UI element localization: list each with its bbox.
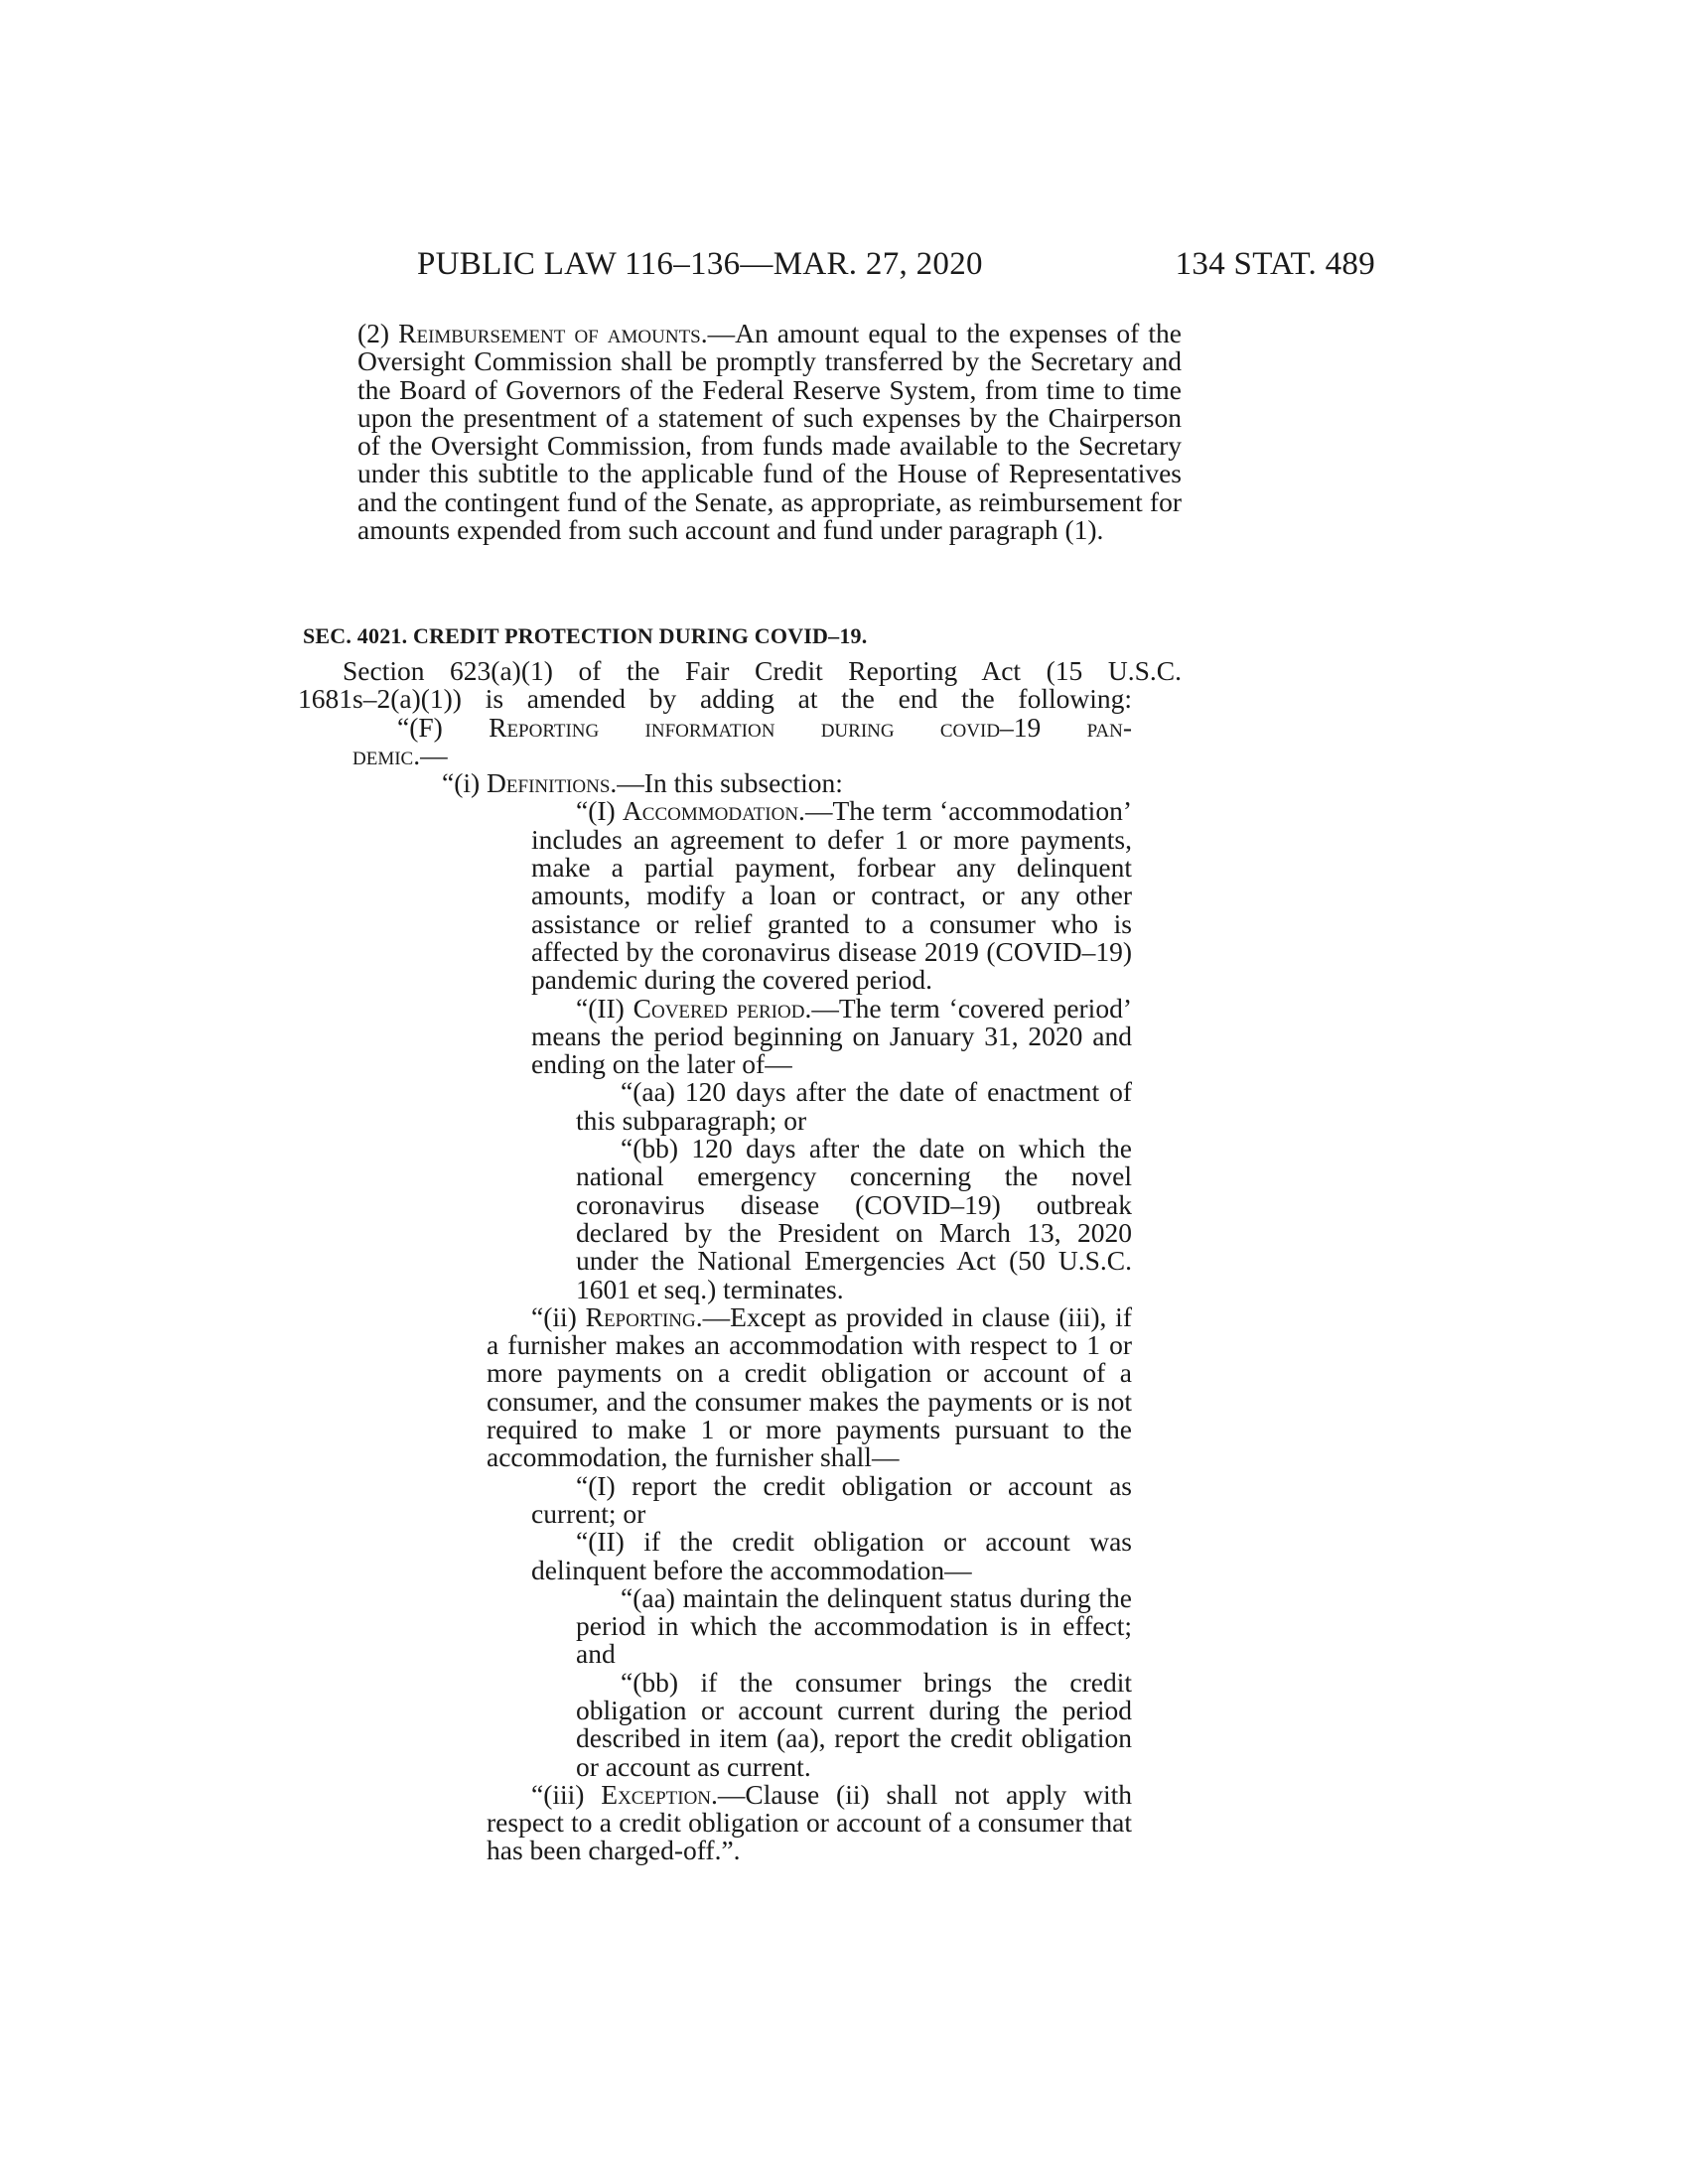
ii-subclause-II: “(II) if the credit obligation or account was delinquent before the accommodation— — [531, 1526, 1132, 1585]
F-heading-cont: demic. — [352, 739, 421, 770]
ii-subclause-I: “(I) report the credit obligation or account as current; or — [531, 1469, 1132, 1529]
iii-heading: Exception. — [601, 1778, 718, 1810]
page-header — [298, 246, 1375, 290]
i-heading: Definitions. — [487, 767, 618, 799]
clause-i-definitions — [442, 769, 1182, 797]
para-heading: Reimbursement of amounts. — [398, 318, 708, 348]
II-lead: “(II) — [576, 992, 633, 1024]
II-heading: Covered period. — [633, 992, 812, 1024]
section-heading: SEC. 4021. CREDIT PROTECTION DURING COVID–19. — [303, 623, 868, 648]
i-text: —In this subsection: — [617, 767, 843, 799]
II-text: —The term ‘covered period’ means the period beginning on January 31, 2020 and ending on the later of— — [531, 992, 1132, 1080]
ii-item-bb: “(bb) if the consumer brings the credit obligation or account current during the period described in item (aa), report the credit obligation or account as current. — [576, 1666, 1132, 1782]
header-stat-page: 134 STAT. 489 — [1175, 246, 1375, 282]
I-heading: Accommodation. — [622, 795, 805, 827]
section-intro-line2: 1681s–2(a)(1)) is amended by adding at the end the following: — [298, 683, 1132, 715]
subparagraph-F-heading-cont — [352, 739, 1182, 770]
iii-lead: “(iii) — [531, 1778, 602, 1810]
paragraph-reimbursement — [357, 320, 1182, 544]
clause-ii-reporting — [487, 1300, 1132, 1473]
ii-item-aa: “(aa) maintain the delinquent status during the period in which the accommodation is in effect; and — [576, 1581, 1132, 1670]
subclause-II-covered-period — [531, 992, 1132, 1080]
F-heading: Reporting information during covid–19 pan- — [489, 711, 1132, 743]
I-text: —The term ‘accommodation’ includes an agreement to defer 1 or more payments, make a partial payment, forbear any delinquent amounts, modify a loan or contract, or any other assistance or relief granted to a consumer who is affected by the coronavirus disease 2019 (COVID–19) pandemic during the covered period. — [531, 795, 1132, 996]
item-aa-enactment: “(aa) 120 days after the date of enactment of this subparagraph; or — [576, 1076, 1132, 1136]
F-lead: “(F) — [397, 711, 490, 743]
ii-lead: “(ii) — [531, 1300, 586, 1332]
clause-iii-exception — [487, 1778, 1132, 1866]
section-body — [298, 657, 1182, 1865]
ii-text: —Except as provided in clause (iii), if a furnisher makes an accommodation with respect to 1 or more payments on a credit obligation or account of a consumer, and the consumer makes the payments or is not required to make 1 or more payments pursuant to the accommodation, the furnisher shall— — [487, 1300, 1132, 1473]
para-text: An amount equal to the expenses of the Oversight Commission shall be promptly transferred by the Secretary and the Board of Governors of the Federal Reserve System, from time to time upon the presentment of a statement of such expenses by the Chairperson of the Oversight Commission, from funds made available to the Secretary under this subtitle to the applicable fund of the House of Representatives and the contingent fund of the Senate, as appropriate, as reimbursement for amounts expended from such account and fund under paragraph (1). — [357, 318, 1182, 546]
para-number: (2) — [357, 318, 399, 348]
F-dash: — — [420, 739, 448, 770]
subparagraph-F-heading — [397, 711, 1132, 743]
ii-heading: Reporting. — [585, 1300, 703, 1332]
section-intro-line1: Section 623(a)(1) of the Fair Credit Reporting Act (15 U.S.C. — [343, 655, 1182, 686]
I-lead: “(I) — [576, 795, 623, 827]
iii-text: —Clause (ii) shall not apply with respect to a credit obligation or account of a consumer that has been charged-off.”. — [487, 1778, 1132, 1866]
header-title: PUBLIC LAW 116–136—MAR. 27, 2020 — [417, 246, 983, 282]
i-lead: “(i) — [442, 767, 488, 799]
subclause-I-accommodation — [531, 797, 1132, 994]
para-dash: — — [707, 318, 736, 348]
item-bb-emergency: “(bb) 120 days after the date on which the national emergency concerning the novel coronavirus disease (COVID–19) outbreak declared by the President on March 13, 2020 under the National Emergencies Act (50 U.S.C. 1601 et seq.) terminates. — [576, 1133, 1132, 1304]
